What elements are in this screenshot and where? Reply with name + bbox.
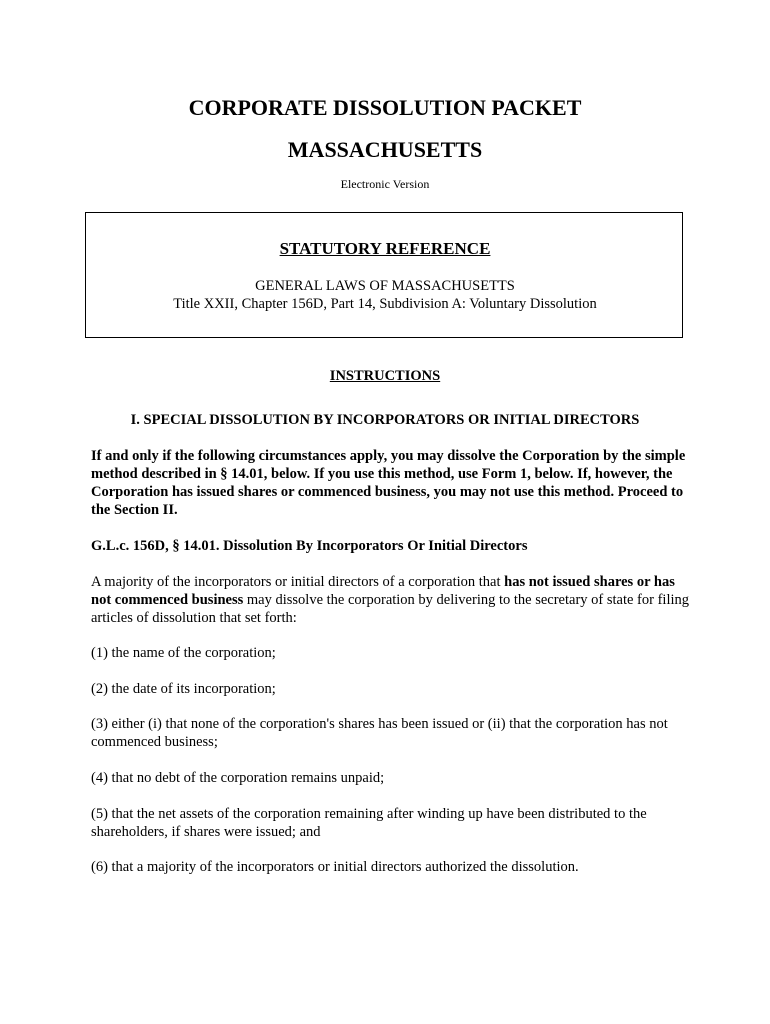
statutory-reference-heading: STATUTORY REFERENCE [279,239,491,258]
section-1-heading: I. SPECIAL DISSOLUTION BY INCORPORATORS OR INITIAL DIRECTORS [130,412,640,428]
statute-text-end: may dissolve the corporation by delivering to the secretary of state for filing articles of dissolution that set forth: [91,592,690,626]
reference-citation: Title XXII, Chapter 156D, Part 14, Subdivision A: Voluntary Dissolution [173,296,597,312]
list-item: (2) the date of its incorporation; [91,681,276,697]
list-item: (1) the name of the corporation; [91,645,276,661]
instructions-heading: INSTRUCTIONS [329,368,441,384]
list-item: (3) either (i) that none of the corporation's shares has been issued or (ii) that the corporation has not commenced business; [91,716,668,750]
statutory-reference-box [85,212,683,338]
statute-text-emphasis: has not issued shares or has not commenced business [91,574,675,608]
document-state: MASSACHUSETTS [287,137,483,162]
statute-heading: G.L.c. 156D, § 14.01. Dissolution By Incorporators Or Initial Directors [91,538,528,554]
statute-text-start: A majority of the incorporators or initial directors of a corporation that [91,574,505,590]
list-item: (4) that no debt of the corporation remains unpaid; [91,770,385,786]
reference-law-name: GENERAL LAWS OF MASSACHUSETTS [255,278,515,294]
version-label: Electronic Version [340,177,430,191]
list-item: (6) that a majority of the incorporators or initial directors authorized the dissolution. [91,859,579,875]
statute-paragraph [91,573,691,627]
intro-paragraph: If and only if the following circumstances apply, you may dissolve the Corporation by the simple method described in § 14.01, below. If you use this method, use Form 1, below. If, however, the Corporation has issued shares or commenced business, you may not use this method. Proceed to the Section II. [91,448,686,518]
list-item: (5) that the net assets of the corporation remaining after winding up have been distributed to the shareholders, if shares were issued; and [91,806,647,840]
document-title: CORPORATE DISSOLUTION PACKET [188,95,582,120]
